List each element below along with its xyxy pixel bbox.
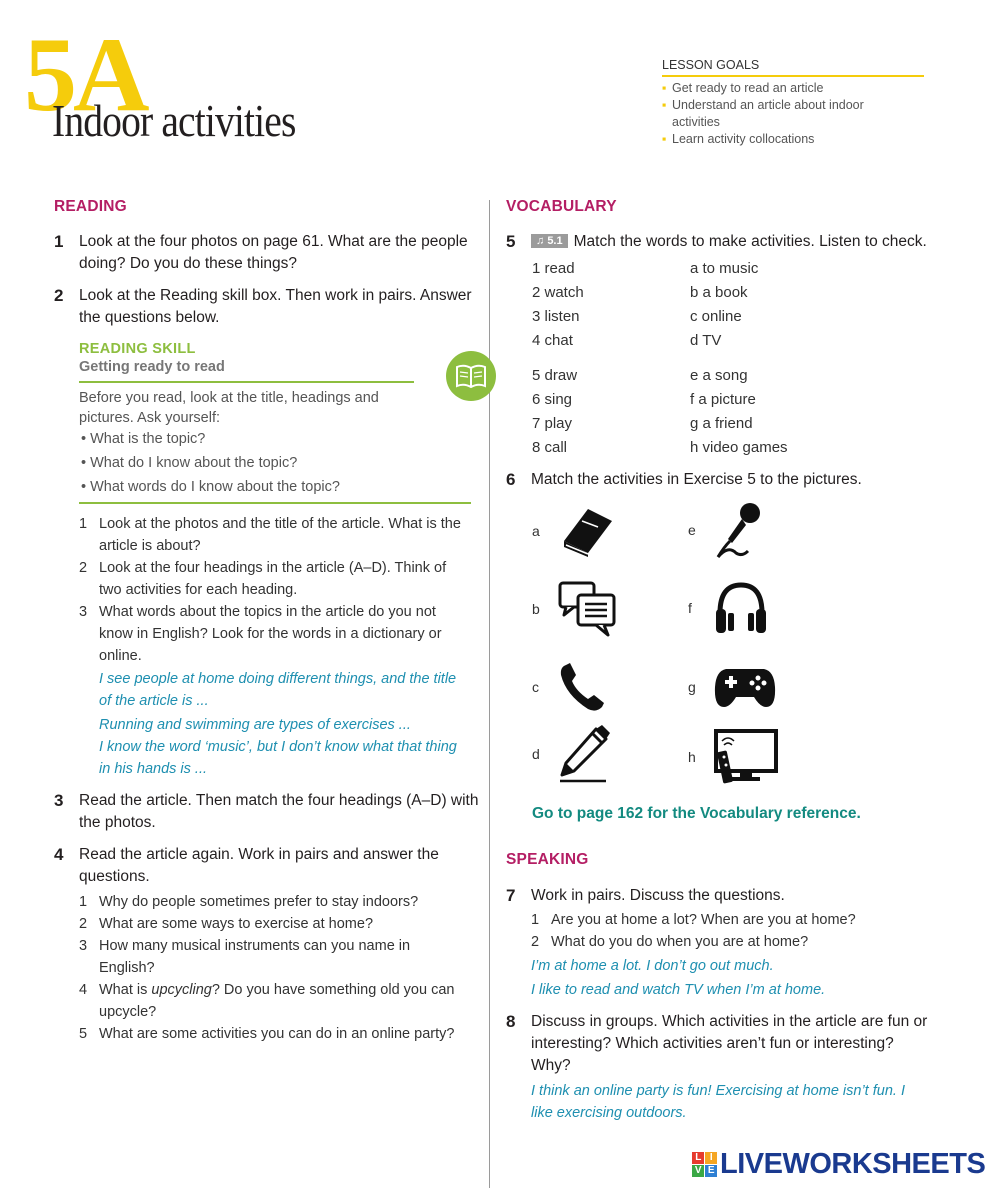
exercise-text: Discuss in groups. Which activities in the article are fun or interesting? Which activities aren’t fun or interesting? Why? — [531, 1013, 928, 1074]
speaking-section-title: SPEAKING — [506, 851, 589, 868]
match-word: 1 read — [532, 260, 575, 277]
match-word: 7 play — [532, 415, 573, 432]
exercise-3 — [54, 790, 479, 834]
exercise-number: 4 — [54, 845, 64, 864]
lesson-goal: ▪ Learn activity collocations — [662, 131, 924, 148]
audio-track-badge[interactable]: ♫ 5.1 — [531, 234, 568, 248]
exercise-text: Look at the four photos on page 61. What are the people doing? Do you do these things? — [79, 233, 468, 272]
exercise-number: 1 — [54, 232, 64, 251]
match-word: 5 draw — [532, 367, 578, 384]
match-word: 4 chat — [532, 332, 573, 349]
exercise-4 — [54, 844, 479, 888]
exercise-text: Look at the Reading skill box. Then work in pairs. Answer the questions below. — [79, 287, 472, 326]
exercise-5 — [506, 231, 931, 253]
exercise-number: 6 — [506, 470, 516, 489]
exercise-number: 5 — [506, 232, 516, 251]
exercise-7 — [506, 885, 941, 907]
match-word: g a friend — [690, 415, 753, 432]
skill-box-subtitle: Getting ready to read — [79, 359, 225, 375]
activity-pictures — [532, 501, 936, 791]
question-item: 1 Are you at home a lot? When are you at home? — [531, 912, 856, 928]
book-icon — [558, 505, 614, 557]
skill-box-intro: Before you read, look at the title, headings and pictures. Ask yourself: — [79, 390, 379, 426]
word-match-table — [532, 364, 936, 460]
headphones-icon — [714, 581, 768, 635]
exercise-number: 3 — [54, 791, 64, 810]
question-item: 3 What words about the topics in the article do you not know in English? Look for the words in a dictionary or online. — [79, 604, 442, 664]
microphone-icon — [714, 501, 764, 559]
exercise-text: Match the words to make activities. Listen to check. — [573, 233, 927, 250]
lesson-goal: ▪ Get ready to read an article — [662, 80, 924, 97]
match-word: 2 watch — [532, 284, 584, 301]
skill-box-bullet: • What is the topic? — [81, 431, 206, 447]
picture-b: b — [532, 581, 618, 637]
model-answer: Running and swimming are types of exercises ... — [99, 717, 411, 733]
liveworksheets-badge: L I V E — [692, 1152, 717, 1177]
question-item: 4 What is upcycling? Do you have something old you can upcycle? — [79, 982, 455, 1020]
pencil-icon — [558, 725, 612, 783]
vocabulary-reference-link[interactable]: Go to page 162 for the Vocabulary reference. — [532, 805, 861, 822]
chat-bubbles-icon — [558, 581, 618, 637]
liveworksheets-logo[interactable] — [692, 1148, 985, 1181]
question-item: 2 What do you do when you are at home? — [531, 934, 809, 950]
exercise-1 — [54, 231, 479, 275]
exercise-text: Read the article again. Work in pairs and answer the questions. — [79, 846, 439, 885]
liveworksheets-wordmark: LIVEWORKSHEETS — [720, 1148, 986, 1180]
match-word: d TV — [690, 332, 722, 349]
exercise-text: Read the article. Then match the four headings (A–D) with the photos. — [79, 792, 479, 831]
exercise-text: Work in pairs. Discuss the questions. — [531, 887, 785, 904]
question-item: 5 What are some activities you can do in an online party? — [79, 1026, 455, 1042]
match-word: a to music — [690, 260, 759, 277]
picture-a: a — [532, 505, 614, 557]
vocabulary-section-title: VOCABULARY — [506, 198, 617, 215]
lesson-goals — [662, 58, 924, 148]
picture-d: d — [532, 725, 612, 783]
phone-icon — [558, 661, 608, 713]
picture-g: g — [688, 665, 776, 709]
match-word: 3 listen — [532, 308, 580, 325]
vocabulary-column — [506, 196, 936, 1124]
model-answer: I think an online party is fun! Exercising at home isn’t fun. I like exercising outdoors. — [531, 1083, 905, 1121]
skill-box-rule — [79, 502, 471, 504]
open-book-icon — [446, 351, 496, 401]
picture-c: c — [532, 661, 608, 713]
reading-skill-box — [79, 341, 471, 504]
exercise-text: Match the activities in Exercise 5 to the pictures. — [531, 471, 862, 488]
question-item: 2 What are some ways to exercise at home? — [79, 916, 374, 932]
picture-h: h — [688, 729, 778, 785]
model-answer: I know the word ‘music’, but I don’t know what that thing in his hands is ... — [99, 739, 457, 777]
exercise-8 — [506, 1011, 931, 1077]
word-match-table — [532, 257, 936, 353]
tv-icon — [714, 729, 778, 785]
lesson-goal: ▪ Understand an article about indoor activities — [662, 97, 887, 131]
skill-box-bullet: • What words do I know about the topic? — [81, 479, 340, 495]
picture-f: f — [688, 581, 768, 635]
unit-title: Indoor activities — [52, 95, 296, 146]
exercise-number: 8 — [506, 1012, 516, 1031]
unit-number: 5A — [24, 16, 146, 133]
picture-e: e — [688, 501, 764, 559]
exercise-2 — [54, 285, 479, 329]
match-word: 6 sing — [532, 391, 573, 408]
exercise-6 — [506, 469, 941, 491]
question-item: 1 Why do people sometimes prefer to stay indoors? — [79, 894, 419, 910]
question-item: 2 Look at the four headings in the article (A–D). Think of two activities for each heading. — [79, 560, 447, 598]
skill-box-bullet: • What do I know about the topic? — [81, 455, 298, 471]
exercise-number: 2 — [54, 286, 64, 305]
match-word: 8 call — [532, 439, 568, 456]
model-answer: I like to read and watch TV when I’m at home. — [531, 982, 826, 998]
lesson-goals-heading: LESSON GOALS — [662, 58, 924, 77]
model-answer: I see people at home doing different things, and the title of the article is ... — [99, 671, 457, 709]
match-word: b a book — [690, 284, 748, 301]
column-divider — [489, 200, 490, 1188]
reading-column — [54, 196, 479, 1045]
match-word: h video games — [690, 439, 788, 456]
match-word: c online — [690, 308, 742, 325]
model-answer: I’m at home a lot. I don’t go out much. — [531, 958, 774, 974]
exercise-number: 7 — [506, 886, 516, 905]
match-word: e a song — [690, 367, 748, 384]
reading-section-title: READING — [54, 198, 127, 215]
skill-box-rule — [79, 381, 414, 383]
question-item: 3 How many musical instruments can you name in English? — [79, 938, 411, 976]
skill-box-title: READING SKILL — [79, 341, 196, 357]
match-word: f a picture — [690, 391, 756, 408]
gamepad-icon — [714, 665, 776, 709]
question-item: 1 Look at the photos and the title of the article. What is the article is about? — [79, 516, 461, 554]
